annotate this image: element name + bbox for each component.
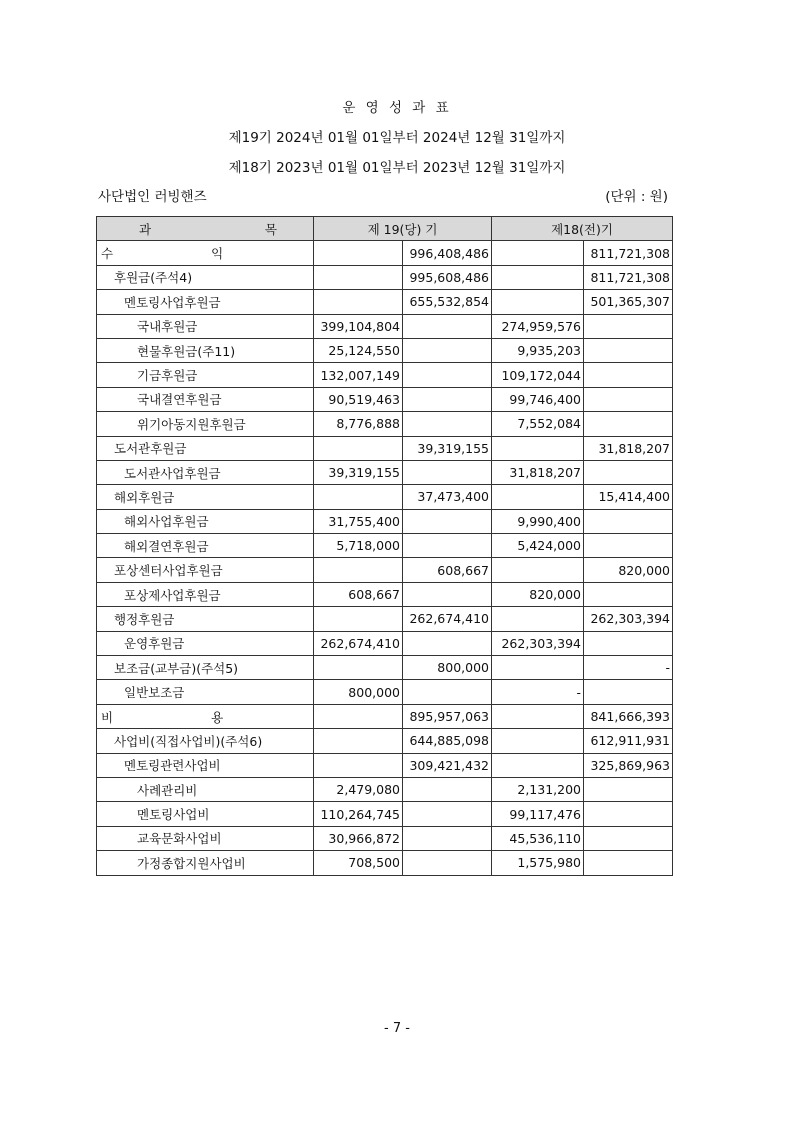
cell-prior-detail [492, 753, 584, 777]
cell-prior-total [584, 802, 673, 826]
cell-prior-detail [492, 265, 584, 289]
cell-prior-total [584, 412, 673, 436]
cell-current-detail: 399,104,804 [314, 314, 403, 338]
unit-label: (단위 : 원) [605, 189, 668, 205]
table-row [97, 851, 673, 875]
table-row [97, 558, 673, 582]
cell-current-detail [314, 265, 403, 289]
cell-current-total [403, 777, 492, 801]
table-row [97, 338, 673, 362]
cell-prior-total: 612,911,931 [584, 729, 673, 753]
table-row [97, 314, 673, 338]
cell-prior-detail [492, 290, 584, 314]
cell-current-total: 37,473,400 [403, 485, 492, 509]
cell-current-total: 800,000 [403, 656, 492, 680]
cell-prior-total [584, 534, 673, 558]
cell-prior-total [584, 460, 673, 484]
cell-prior-total: 325,869,963 [584, 753, 673, 777]
table-row [97, 412, 673, 436]
cell-current-total [403, 509, 492, 533]
row-item-name: 국내결연후원금 [97, 387, 314, 411]
cell-prior-detail: 2,131,200 [492, 777, 584, 801]
cell-current-total: 996,408,486 [403, 241, 492, 265]
cell-current-detail: 39,319,155 [314, 460, 403, 484]
cell-current-total: 39,319,155 [403, 436, 492, 460]
cell-prior-detail [492, 558, 584, 582]
row-item-name: 운영후원금 [97, 631, 314, 655]
row-item-name-part: 익 [211, 246, 224, 262]
table-body [97, 241, 673, 875]
table-row [97, 777, 673, 801]
cell-current-detail: 8,776,888 [314, 412, 403, 436]
cell-prior-total: 15,414,400 [584, 485, 673, 509]
cell-current-total [403, 460, 492, 484]
cell-prior-total: 262,303,394 [584, 607, 673, 631]
cell-current-detail: 608,667 [314, 582, 403, 606]
row-item-name: 행정후원금 [97, 607, 314, 631]
cell-prior-detail [492, 704, 584, 728]
cell-current-detail: 110,264,745 [314, 802, 403, 826]
table-row [97, 680, 673, 704]
cell-current-total [403, 631, 492, 655]
table-row [97, 753, 673, 777]
table-row [97, 241, 673, 265]
cell-prior-detail: 820,000 [492, 582, 584, 606]
table-row [97, 802, 673, 826]
row-item-name: 해외결연후원금 [97, 534, 314, 558]
cell-current-total: 655,532,854 [403, 290, 492, 314]
cell-current-detail [314, 656, 403, 680]
cell-current-detail [314, 485, 403, 509]
cell-prior-detail: 31,818,207 [492, 460, 584, 484]
row-item-name: 해외후원금 [97, 485, 314, 509]
operating-results-table [96, 216, 673, 876]
cell-current-total [403, 802, 492, 826]
row-item-name: 위기아동지원후원금 [97, 412, 314, 436]
cell-current-total [403, 826, 492, 850]
row-item-name: 일반보조금 [97, 680, 314, 704]
cell-current-detail: 5,718,000 [314, 534, 403, 558]
cell-current-detail [314, 753, 403, 777]
table-row [97, 631, 673, 655]
cell-prior-detail: 1,575,980 [492, 851, 584, 875]
cell-prior-total [584, 509, 673, 533]
table-row [97, 704, 673, 728]
row-item-name: 포상제사업후원금 [97, 582, 314, 606]
cell-current-detail [314, 558, 403, 582]
cell-current-total [403, 582, 492, 606]
cell-current-total: 644,885,098 [403, 729, 492, 753]
cell-prior-detail: 45,536,110 [492, 826, 584, 850]
cell-prior-total [584, 338, 673, 362]
col-header-current: 제 19(당) 기 [314, 217, 492, 241]
col-header-item-b: 목 [264, 221, 277, 237]
row-item-name: 사례관리비 [97, 777, 314, 801]
table-row [97, 290, 673, 314]
cell-prior-detail: - [492, 680, 584, 704]
table-row [97, 265, 673, 289]
cell-prior-detail: 9,990,400 [492, 509, 584, 533]
cell-current-total [403, 387, 492, 411]
cell-prior-total [584, 851, 673, 875]
cell-prior-total: 841,666,393 [584, 704, 673, 728]
cell-prior-total [584, 387, 673, 411]
table-row [97, 485, 673, 509]
cell-prior-detail: 99,746,400 [492, 387, 584, 411]
table-row [97, 436, 673, 460]
row-item-name: 현물후원금(주11) [97, 338, 314, 362]
cell-current-total [403, 314, 492, 338]
page-number: - 7 - [384, 1021, 410, 1036]
cell-prior-detail: 99,117,476 [492, 802, 584, 826]
cell-current-total: 309,421,432 [403, 753, 492, 777]
cell-prior-detail: 274,959,576 [492, 314, 584, 338]
row-item-name: 멘토링관련사업비 [97, 753, 314, 777]
cell-current-total: 262,674,410 [403, 607, 492, 631]
row-item-name: 사업비(직접사업비)(주석6) [97, 729, 314, 753]
cell-prior-detail [492, 241, 584, 265]
cell-current-detail [314, 704, 403, 728]
cell-current-detail [314, 436, 403, 460]
row-item-name: 가정종합지원사업비 [97, 851, 314, 875]
col-header-item-a: 과 [139, 221, 152, 237]
cell-prior-total [584, 631, 673, 655]
row-item-name: 후원금(주석4) [97, 265, 314, 289]
cell-current-total: 608,667 [403, 558, 492, 582]
table-header-row [97, 217, 673, 241]
cell-prior-total: 811,721,308 [584, 241, 673, 265]
cell-current-detail: 31,755,400 [314, 509, 403, 533]
cell-current-total [403, 338, 492, 362]
row-item-name: 포상센터사업후원금 [97, 558, 314, 582]
period-current: 제19기 2024년 01월 01일부터 2024년 12월 31일까지 [228, 130, 566, 146]
row-item-name: 보조금(교부금)(주석5) [97, 656, 314, 680]
row-item-name: 도서관사업후원금 [97, 460, 314, 484]
organization-name: 사단법인 러빙핸즈 [98, 189, 207, 205]
row-item-name: 교육문화사업비 [97, 826, 314, 850]
col-header-item [97, 217, 314, 241]
cell-current-detail: 262,674,410 [314, 631, 403, 655]
cell-current-total: 995,608,486 [403, 265, 492, 289]
table-row [97, 729, 673, 753]
cell-prior-total [584, 777, 673, 801]
cell-prior-detail: 5,424,000 [492, 534, 584, 558]
table-row [97, 534, 673, 558]
cell-prior-total: 820,000 [584, 558, 673, 582]
cell-prior-detail: 9,935,203 [492, 338, 584, 362]
cell-prior-total [584, 582, 673, 606]
cell-prior-total [584, 314, 673, 338]
row-item-name: 해외사업후원금 [97, 509, 314, 533]
cell-current-total: 895,957,063 [403, 704, 492, 728]
cell-current-detail [314, 729, 403, 753]
cell-prior-detail [492, 729, 584, 753]
cell-prior-detail: 7,552,084 [492, 412, 584, 436]
cell-current-total [403, 412, 492, 436]
cell-current-total [403, 363, 492, 387]
cell-prior-detail [492, 436, 584, 460]
cell-current-total [403, 680, 492, 704]
row-item-name [97, 704, 314, 728]
cell-current-detail: 132,007,149 [314, 363, 403, 387]
statement-title: 운 영 성 과 표 [342, 100, 452, 116]
row-item-name: 국내후원금 [97, 314, 314, 338]
row-item-name: 멘토링사업후원금 [97, 290, 314, 314]
cell-prior-detail: 109,172,044 [492, 363, 584, 387]
cell-prior-detail [492, 485, 584, 509]
table-row [97, 826, 673, 850]
table-row [97, 509, 673, 533]
cell-prior-detail: 262,303,394 [492, 631, 584, 655]
row-item-name-part: 용 [211, 709, 224, 725]
cell-current-detail: 25,124,550 [314, 338, 403, 362]
cell-prior-total [584, 826, 673, 850]
cell-prior-total: - [584, 656, 673, 680]
cell-prior-detail [492, 656, 584, 680]
row-item-name [97, 241, 314, 265]
cell-current-total [403, 851, 492, 875]
cell-prior-total: 811,721,308 [584, 265, 673, 289]
cell-current-detail: 30,966,872 [314, 826, 403, 850]
cell-prior-total: 31,818,207 [584, 436, 673, 460]
table-row [97, 387, 673, 411]
cell-current-detail [314, 290, 403, 314]
cell-current-detail [314, 241, 403, 265]
cell-prior-total [584, 363, 673, 387]
table-row [97, 656, 673, 680]
period-prior: 제18기 2023년 01월 01일부터 2023년 12월 31일까지 [228, 160, 566, 176]
row-item-name-part: 수 [101, 246, 114, 262]
table-row [97, 363, 673, 387]
row-item-name-part: 비 [101, 709, 114, 725]
row-item-name: 도서관후원금 [97, 436, 314, 460]
cell-prior-detail [492, 607, 584, 631]
cell-current-detail: 708,500 [314, 851, 403, 875]
row-item-name: 기금후원금 [97, 363, 314, 387]
cell-current-detail: 800,000 [314, 680, 403, 704]
cell-current-detail: 90,519,463 [314, 387, 403, 411]
cell-prior-total [584, 680, 673, 704]
table-row [97, 460, 673, 484]
cell-prior-total: 501,365,307 [584, 290, 673, 314]
col-header-prior: 제18(전)기 [492, 217, 673, 241]
row-item-name: 멘토링사업비 [97, 802, 314, 826]
cell-current-detail: 2,479,080 [314, 777, 403, 801]
table-row [97, 607, 673, 631]
cell-current-detail [314, 607, 403, 631]
cell-current-total [403, 534, 492, 558]
table-row [97, 582, 673, 606]
